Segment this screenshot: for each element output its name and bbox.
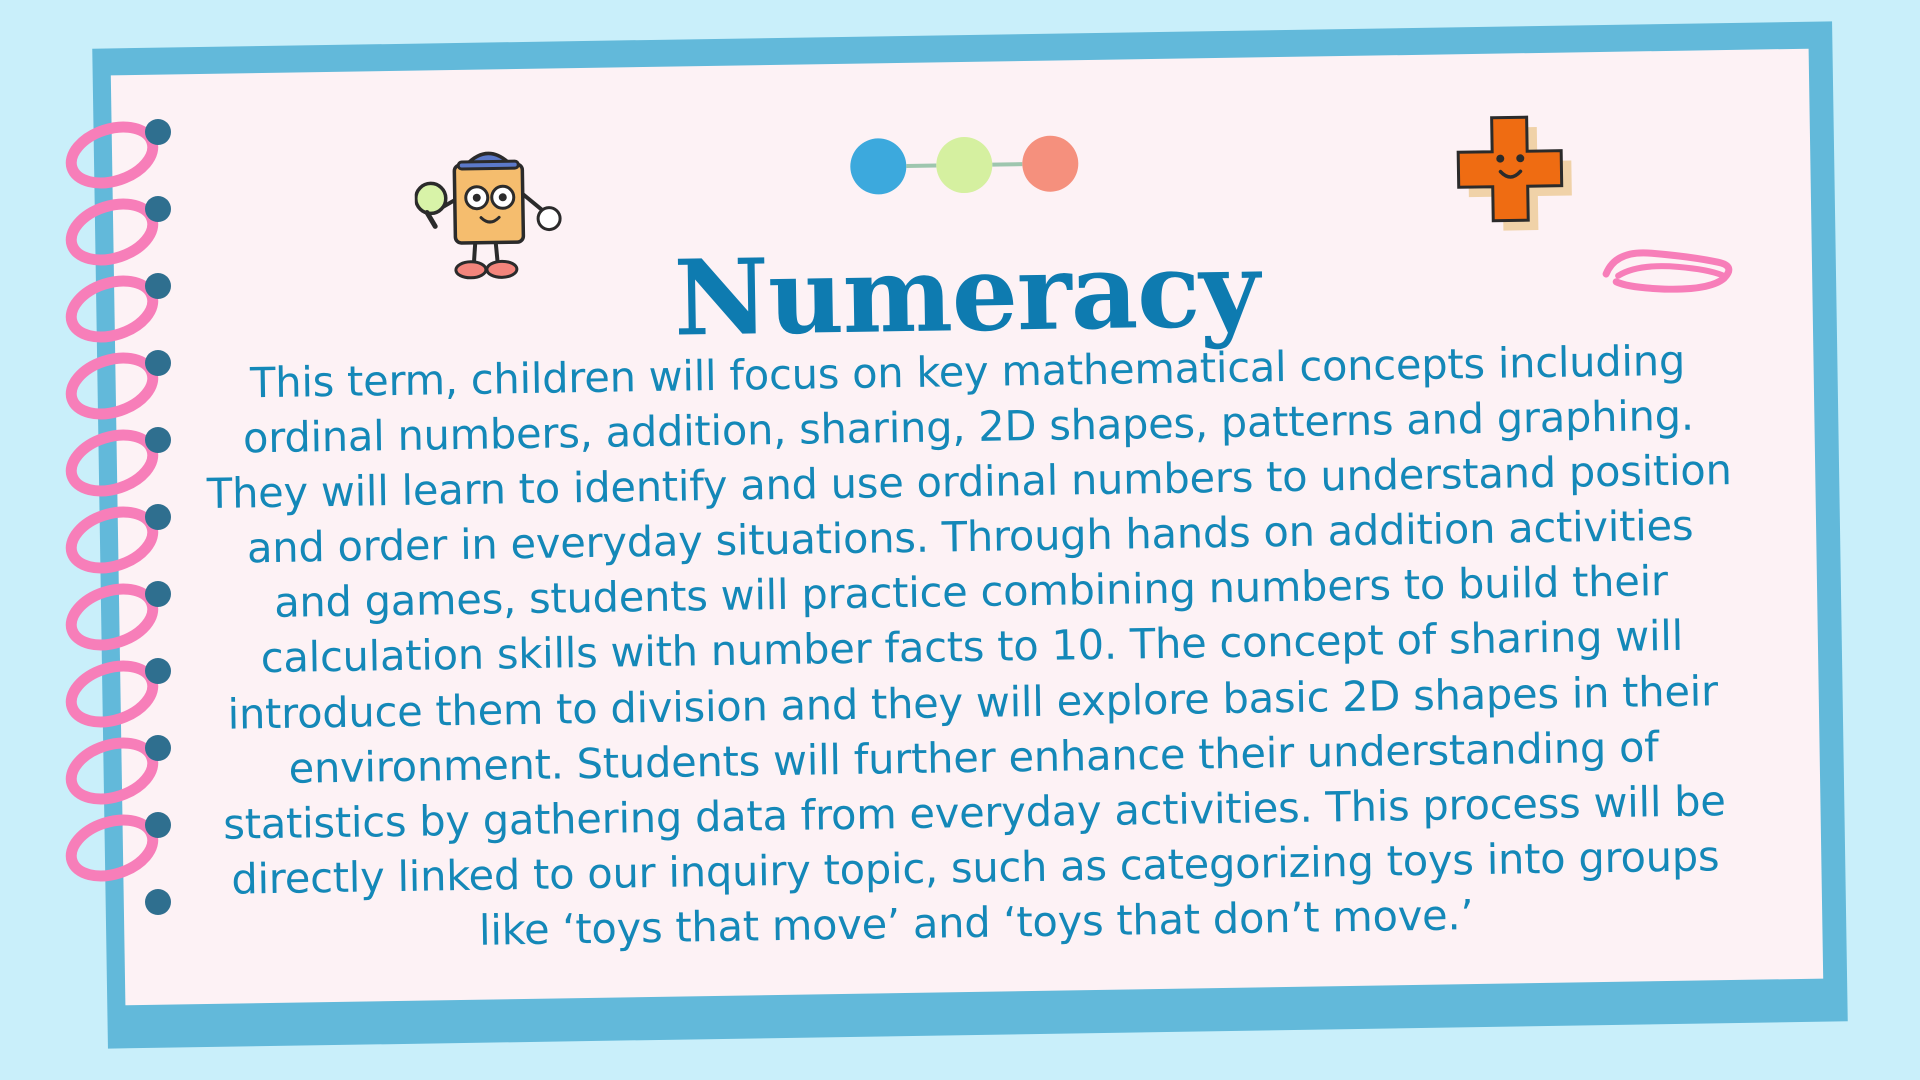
dot-coral	[1022, 135, 1079, 192]
spiral-binding-icon	[40, 110, 240, 1010]
dot-green	[936, 137, 993, 194]
dot-blue	[850, 138, 907, 195]
orange-plus-smiley-icon	[1454, 112, 1591, 249]
poster-content	[143, 49, 1797, 1005]
pink-spiral-scribble-icon	[1598, 240, 1739, 302]
page-title: Numeracy	[672, 227, 1260, 360]
dot-connector	[906, 163, 936, 167]
body-paragraph: This term, children will focus on key mathematical concepts including ordinal numbers, addition, sharing, 2D shapes, patterns and graphing. They will learn to identify and use ordinal numbers to understand position and order in everyday situations. Through hands on addition activities and games, students will practice combining numbers to build their calculation skills with number facts to 10. The concept of sharing will introduce them to division and they will explore basic 2D shapes in their environment. Students will further enhance their understanding of statistics by gathering data from everyday activities. This process will be directly linked to our inquiry topic, such as categorizing toys into groups like ‘toys that move’ and ‘toys that don’t move.’	[206, 335, 1732, 956]
magnifying-glass-book-character-icon	[414, 138, 606, 286]
dot-connector	[992, 162, 1022, 166]
decorative-dots-row	[850, 135, 1079, 195]
